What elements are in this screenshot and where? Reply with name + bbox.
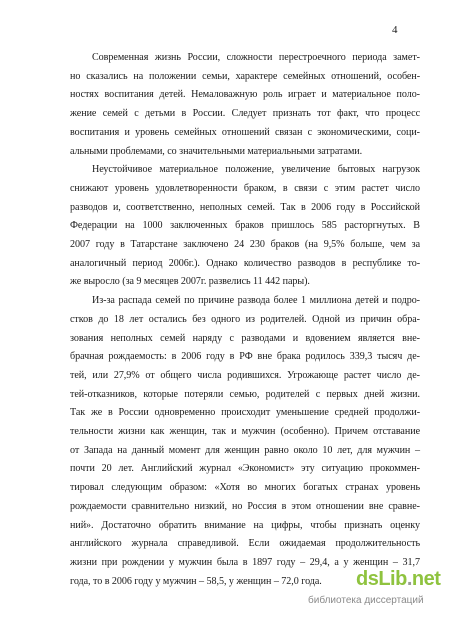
text-line: Неустойчивое материальное положение, увеличение бытовых нагрузок [92, 164, 420, 176]
text-line: тировал следующим образом: «Хотя во многих богатых странах уровень [70, 482, 420, 494]
text-line: ний». Достаточно обратить внимание на цифры, чтобы признать оценку [70, 519, 420, 531]
text-line: ностях воспитания детей. Немаловажную роль играет и материальное поло- [70, 89, 420, 101]
logo-tld: net [411, 568, 441, 590]
text-line: воспитания и уровень семейных отношений связан с экономическими, соци- [70, 126, 420, 138]
text-line: года, то в 2006 году у мужчин – 58,5, у женщин – 72,0 года. [70, 575, 322, 587]
text-line: но сказались на положении семьи, характере семейных отношений, особен- [70, 70, 420, 82]
text-line: тельности жизни как женщин, так и мужчин (особенно). Причем отставание [70, 426, 420, 438]
paragraph-1 [70, 49, 420, 161]
text-line: же выросло (за 9 месяцев 2007г. развелись 11 442 пары). [70, 276, 310, 288]
text-line: Из-за распада семей по причине развода более 1 миллиона детей и подро- [92, 295, 420, 307]
paragraph-2 [70, 161, 420, 292]
text-line: аналогичный период 2006г.). Однако количество разводов в республике то- [70, 257, 420, 269]
text-line: 2007 году в Татарстане заключено 24 230 браков (на 9,5% больше, чем за [70, 239, 420, 251]
dslib-watermark[interactable] [300, 568, 450, 619]
document-body [70, 49, 420, 591]
text-line: снижают уровень удовлетворенности браком, в связи с этим растет число [70, 182, 420, 194]
text-line: брачная рождаемость: в 2006 году в РФ вне брака родилось 339,3 тысяч де- [70, 351, 420, 363]
text-line: жизни при рождении у мужчин была в 1897 году – 29,4, а у женщин – 31,7 [70, 556, 420, 568]
page-number: 4 [392, 24, 398, 36]
text-line: английского журнала справедливой. Если ожидаемая продолжительность [70, 538, 420, 550]
text-line: Современная жизнь России, сложности перестроечного периода замет- [92, 52, 420, 63]
text-line: зования неполных семей наряду с разводами и вдовением является вне- [70, 332, 420, 344]
dslib-logo [356, 568, 440, 591]
dslib-tagline: библиотека диссертаций [308, 595, 424, 606]
logo-main: dsLib [356, 568, 407, 590]
text-line: от Запада на данный момент для женщин равно около 10 лет, для мужчин – [70, 444, 420, 456]
text-line: тей, или 27,9% от общего числа родившихся. Угрожающе растет число де- [70, 369, 420, 381]
text-line: альными проблемами, со значительными материальными затратами. [70, 145, 363, 157]
text-line: почти 20 лет. Английский журнал «Экономист» эту ситуацию прокоммен- [70, 463, 420, 475]
text-line: тей-отказников, которые потеряли семью, родителей с первых дней жизни. [70, 388, 420, 400]
text-line: стков до 18 лет остались без одного из родителей. Одной из причин обра- [70, 313, 420, 325]
text-line: разводов и, соответственно, неполных семей. Так в 2006 году в Российской [70, 201, 420, 213]
text-line: жение семей с детьми в России. Следует признать тот факт, что процесс [70, 108, 420, 120]
paragraph-3 [70, 292, 420, 591]
text-line: Так же в России одновременно происходит уменьшение средней продолжи- [70, 407, 420, 419]
text-line: рождаемости сравнительно низкий, но Россия в этом отношении вне сравне- [70, 500, 420, 512]
text-line: Федерации на 1000 заключенных браков пришлось 585 расторгнутых. В [70, 220, 420, 232]
logo-dot: . [406, 568, 412, 590]
